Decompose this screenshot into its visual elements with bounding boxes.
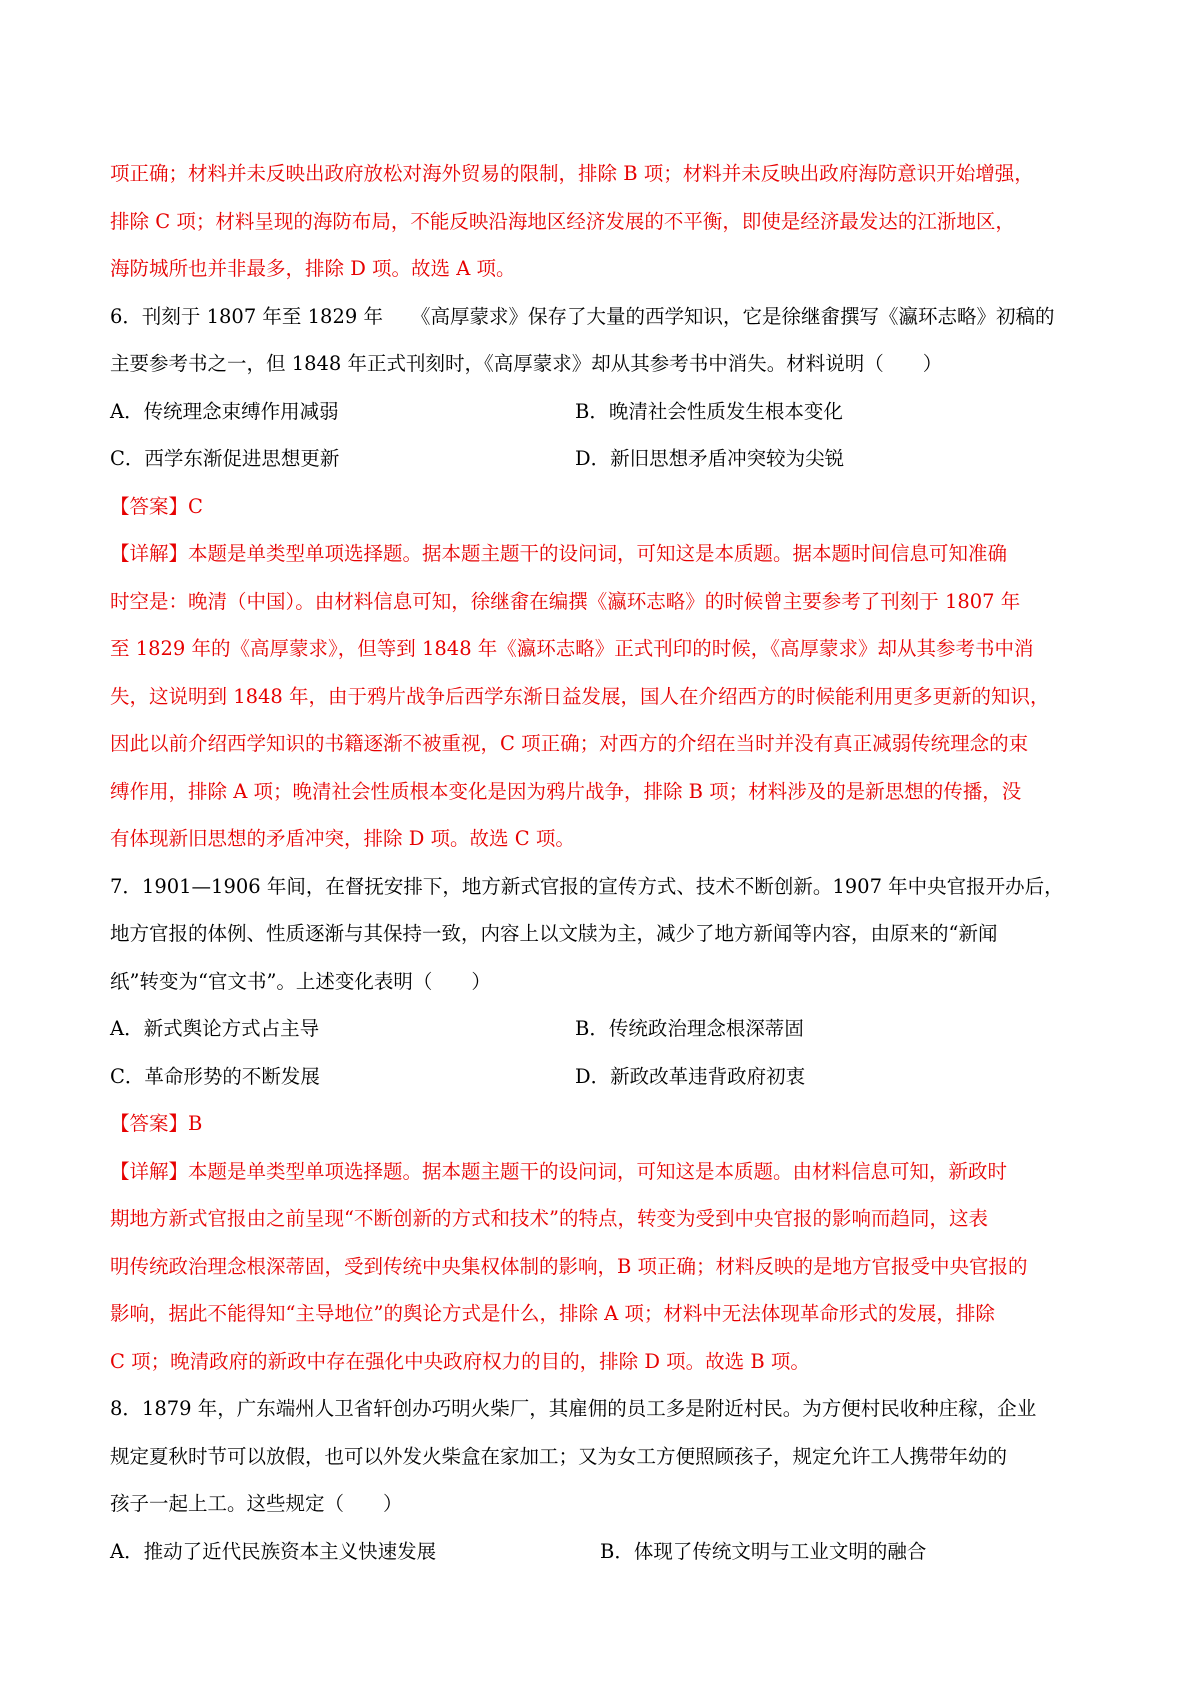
- q7-stem-line-3: 纸”转变为“官文书”。上述变化表明（ ）: [110, 969, 491, 993]
- q6-stem-part-2: 《高厚蒙求》保存了大量的西学知识，它是徐继畬撰写《瀛环志略》初稿的: [410, 304, 1055, 328]
- q7-stem-line-2: 地方官报的体例、性质逐渐与其保持一致，内容上以文牍为主，减少了地方新闻等内容，由原来的“新闻: [110, 922, 998, 945]
- q5-detail-line-1: 项正确；材料并未反映出政府放松对海外贸易的限制，排除 B 项；材料并未反映出政府海防意识开始增强，: [110, 162, 1034, 185]
- q6-detail-line-6: 缚作用，排除 A 项；晚清社会性质根本变化是因为鸦片战争，排除 B 项；材料涉及的是新思想的传播，没: [110, 779, 1022, 803]
- q7-option-b: B．传统政治理念根深蒂固: [575, 1017, 804, 1040]
- q6-stem-part-1: 6．刊刻于 1807 年至 1829 年: [110, 304, 383, 328]
- q6-options-row-2: [110, 435, 1100, 483]
- q8-option-b: B．体现了传统文明与工业文明的融合: [600, 1539, 927, 1563]
- q6-answer: 【答案】C: [110, 494, 203, 518]
- q7-option-a: A．新式舆论方式占主导: [110, 1017, 320, 1040]
- q6-option-d: D．新旧思想矛盾冲突较为尖锐: [575, 447, 845, 470]
- q7-options-row-1: [110, 1005, 1100, 1053]
- q6-option-b: B．晚清社会性质发生根本变化: [575, 399, 843, 423]
- q6-detail-line-1: 【详解】本题是单类型单项选择题。据本题主题干的设问词，可知这是本质题。据本题时间信息可知准确: [110, 542, 1008, 565]
- q7-detail-line-2: 期地方新式官报由之前呈现“不断创新的方式和技术”的特点，转变为受到中央官报的影响而趋同，这表: [110, 1207, 988, 1230]
- q6-stem-line-1: [110, 293, 1100, 341]
- q6-option-a: A．传统理念束缚作用减弱: [110, 399, 339, 423]
- document-page: [110, 150, 1100, 1575]
- q8-stem-line-2: 规定夏秋时节可以放假，也可以外发火柴盒在家加工；又为女工方便照顾孩子，规定允许工人携带年幼的: [110, 1444, 1008, 1468]
- q7-detail-line-4: 影响，据此不能得知“主导地位”的舆论方式是什么，排除 A 项；材料中无法体现革命形式的发展，排除: [110, 1302, 995, 1325]
- q7-detail-line-5: C 项；晚清政府的新政中存在强化中央政府权力的目的，排除 D 项。故选 B 项。: [110, 1349, 810, 1373]
- q7-options-row-2: [110, 1053, 1100, 1101]
- q6-detail-line-2: 时空是：晚清（中国）。由材料信息可知，徐继畬在编撰《瀛环志略》的时候曾主要参考了刊刻于 1807 年: [110, 589, 1021, 613]
- q6-detail-line-3: 至 1829 年的《高厚蒙求》，但等到 1848 年《瀛环志略》正式刊印的时候，《高厚蒙求》却从其参考书中消: [110, 637, 1034, 660]
- q8-options-row-1: [110, 1528, 1100, 1576]
- q7-option-d: D．新政改革违背政府初衷: [575, 1064, 806, 1088]
- q6-detail-line-5: 因此以前介绍西学知识的书籍逐渐不被重视，C 项正确；对西方的介绍在当时并没有真正减弱传统理念的束: [110, 732, 1029, 755]
- q7-detail-line-3: 明传统政治理念根深蒂固，受到传统中央集权体制的影响，B 项正确；材料反映的是地方官报受中央官报的: [110, 1254, 1028, 1278]
- q7-stem-line-1: 7．1901—1906 年间，在督抚安排下，地方新式官报的宣传方式、技术不断创新。1907 年中央官报开办后，: [110, 874, 1064, 898]
- q5-detail-line-3: 海防城所也并非最多，排除 D 项。故选 A 项。: [110, 257, 516, 280]
- q7-option-c: C．革命形势的不断发展: [110, 1064, 320, 1088]
- q6-stem-line-2: 主要参考书之一，但 1848 年正式刊刻时，《高厚蒙求》却从其参考书中消失。材料说明（ ）: [110, 352, 943, 375]
- q6-detail-line-4: 失，这说明到 1848 年，由于鸦片战争后西学东渐日益发展，国人在介绍西方的时候能利用更多更新的知识，: [110, 684, 1050, 708]
- q6-detail-line-7: 有体现新旧思想的矛盾冲突，排除 D 项。故选 C 项。: [110, 827, 575, 850]
- q7-answer: 【答案】B: [110, 1112, 203, 1135]
- q8-option-a: A．推动了近代民族资本主义快速发展: [110, 1539, 437, 1563]
- q5-detail-line-2: 排除 C 项；材料呈现的海防布局，不能反映沿海地区经济发展的不平衡，即使是经济最发达的江浙地区，: [110, 209, 1015, 233]
- q6-option-c: C．西学东渐促进思想更新: [110, 447, 340, 470]
- q6-options-row-1: [110, 388, 1100, 436]
- q7-detail-line-1: 【详解】本题是单类型单项选择题。据本题主题干的设问词，可知这是本质题。由材料信息可知，新政时: [110, 1159, 1008, 1183]
- q8-stem-line-3: 孩子一起上工。这些规定（ ）: [110, 1492, 403, 1515]
- q8-stem-line-1: 8．1879 年，广东端州人卫省轩创办巧明火柴厂，其雇佣的员工多是附近村民。为方便村民收种庄稼，企业: [110, 1397, 1037, 1420]
